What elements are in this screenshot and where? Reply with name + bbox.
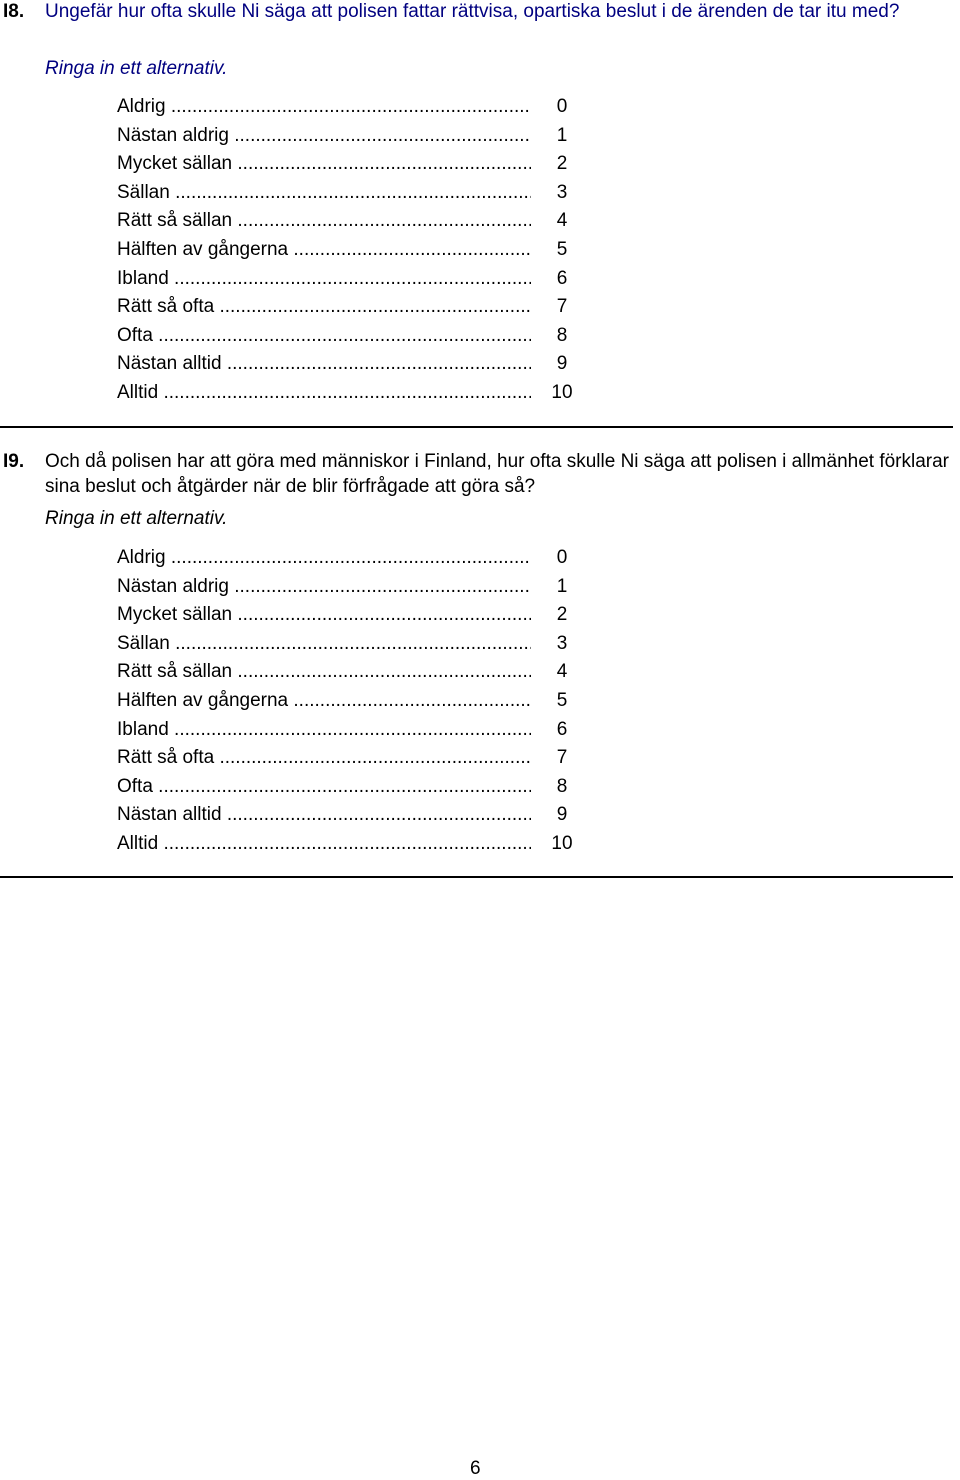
option-code[interactable]: 8: [556, 324, 568, 346]
answer-option[interactable]: [117, 632, 597, 661]
option-code[interactable]: 1: [556, 575, 568, 597]
question-text: Och då polisen har att göra med människor i Finland, hur ofta skulle Ni säga att polisen i allmänhet förklarar sina beslut och åtgärder när de blir förfrågade att göra så?: [45, 451, 950, 497]
answer-option[interactable]: [117, 575, 597, 604]
option-label: Ofta .....: [117, 324, 531, 348]
answer-option[interactable]: [117, 209, 597, 238]
option-code[interactable]: 6: [556, 718, 568, 740]
option-label: Nästan alltid .....: [117, 803, 531, 827]
answer-option[interactable]: [117, 324, 597, 353]
option-code[interactable]: 6: [556, 267, 568, 289]
option-label: Nästan aldrig .....: [117, 124, 531, 148]
option-code[interactable]: 1: [556, 124, 568, 146]
option-code[interactable]: 2: [556, 153, 568, 175]
answer-option[interactable]: [117, 352, 597, 381]
option-code[interactable]: 4: [556, 661, 568, 683]
answer-option[interactable]: [117, 295, 597, 324]
question-number: I8.: [3, 1, 25, 22]
option-code[interactable]: 8: [556, 775, 568, 797]
answer-option[interactable]: [117, 832, 597, 861]
option-label: Aldrig .....: [117, 95, 531, 119]
option-code[interactable]: 9: [556, 804, 568, 826]
option-code[interactable]: 5: [556, 689, 568, 711]
answer-option[interactable]: [117, 238, 597, 267]
option-code[interactable]: 0: [556, 547, 568, 568]
option-code[interactable]: 9: [556, 353, 568, 375]
option-label: Rätt så ofta .....: [117, 295, 531, 319]
option-code[interactable]: 3: [556, 632, 568, 654]
question-text: Ungefär hur ofta skulle Ni säga att polisen fattar rättvisa, opartiska beslut i de ärenden de tar itu med?: [45, 1, 900, 22]
option-label: Ibland .....: [117, 267, 531, 291]
option-code[interactable]: 2: [556, 604, 568, 626]
answer-option[interactable]: [117, 718, 597, 747]
answer-options: [117, 95, 597, 410]
option-label: Sällan .....: [117, 632, 531, 656]
option-label: Hälften av gångerna .....: [117, 689, 531, 713]
option-label: Hälften av gångerna .....: [117, 238, 531, 262]
answer-option[interactable]: [117, 803, 597, 832]
answer-option[interactable]: [117, 746, 597, 775]
option-label: Ofta .....: [117, 775, 531, 799]
option-code[interactable]: 7: [556, 296, 568, 318]
page-number: 6: [470, 1458, 481, 1479]
option-code[interactable]: 10: [551, 832, 573, 854]
answer-option[interactable]: [117, 152, 597, 181]
option-label: Nästan aldrig .....: [117, 575, 531, 599]
option-label: Mycket sällan .....: [117, 152, 531, 176]
answer-option[interactable]: [117, 660, 597, 689]
option-label: Nästan alltid .....: [117, 352, 531, 376]
option-code[interactable]: 7: [556, 747, 568, 769]
option-code[interactable]: 0: [556, 96, 568, 117]
answer-option[interactable]: [117, 181, 597, 210]
question-number: I9.: [3, 451, 25, 472]
answer-option[interactable]: [117, 124, 597, 153]
question-instruction: Ringa in ett alternativ.: [45, 508, 228, 529]
option-label: Mycket sällan .....: [117, 603, 531, 627]
question-instruction: Ringa in ett alternativ.: [45, 58, 228, 79]
answer-option[interactable]: [117, 603, 597, 632]
answer-option[interactable]: [117, 381, 597, 410]
option-code[interactable]: 4: [556, 210, 568, 232]
option-code[interactable]: 10: [551, 381, 573, 403]
answer-option[interactable]: [117, 689, 597, 718]
option-label: Rätt så ofta .....: [117, 746, 531, 770]
answer-option[interactable]: [117, 267, 597, 296]
option-label: Alltid .....: [117, 832, 531, 856]
option-label: Rätt så sällan .....: [117, 660, 531, 684]
section-divider: [0, 876, 953, 878]
option-code[interactable]: 3: [556, 181, 568, 203]
answer-option[interactable]: [117, 775, 597, 804]
option-label: Sällan .....: [117, 181, 531, 205]
option-code[interactable]: 5: [556, 238, 568, 260]
answer-options: [117, 546, 597, 861]
option-label: Rätt så sällan .....: [117, 209, 531, 233]
answer-option[interactable]: [117, 546, 597, 575]
option-label: Aldrig .....: [117, 546, 531, 570]
section-divider: [0, 426, 953, 428]
answer-option[interactable]: [117, 95, 597, 124]
option-label: Alltid .....: [117, 381, 531, 405]
option-label: Ibland .....: [117, 718, 531, 742]
